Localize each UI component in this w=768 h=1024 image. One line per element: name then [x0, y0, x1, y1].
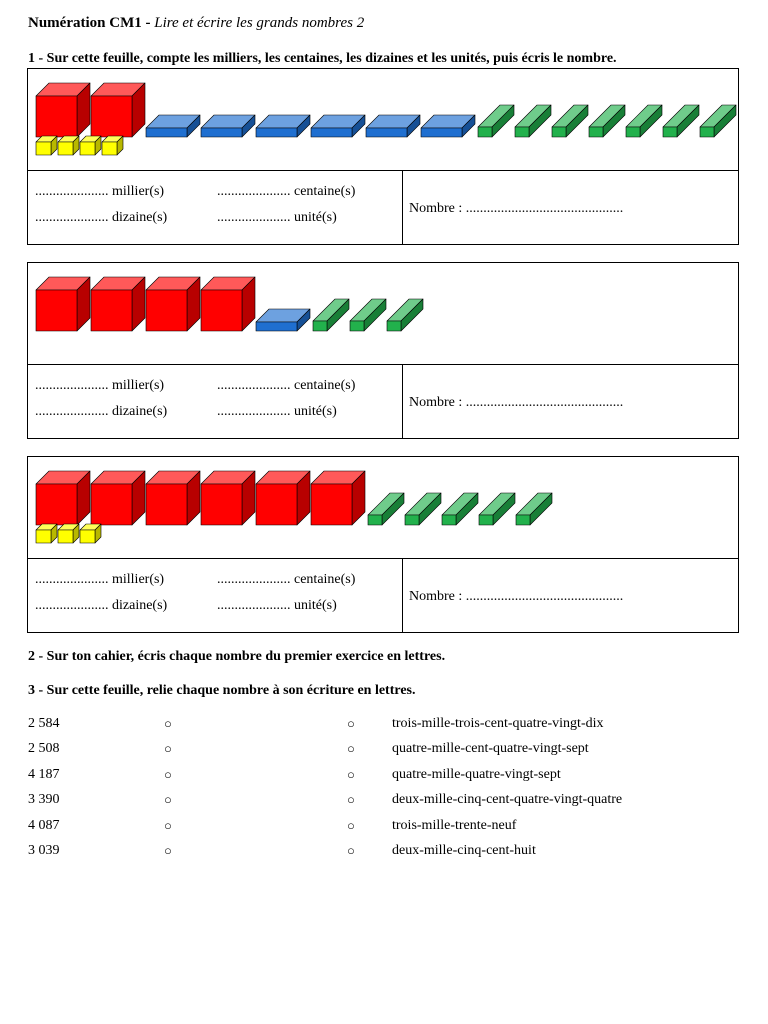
right-connector-dot[interactable]: ○	[347, 716, 355, 731]
ten-rod	[700, 105, 736, 137]
thousand-cube	[311, 471, 365, 525]
hundred-flat	[421, 115, 475, 137]
blocks-area-3	[28, 457, 738, 559]
hundred-flat	[146, 115, 200, 137]
match-words: quatre-mille-quatre-vingt-sept	[392, 767, 561, 782]
ten-rod	[479, 493, 515, 525]
hundred-flat	[256, 309, 310, 331]
tens-blank[interactable]: ..................... dizaine(s)	[35, 404, 168, 419]
ten-rod	[313, 299, 349, 331]
units-blank[interactable]: ..................... unité(s)	[217, 404, 337, 419]
answer-area-3	[28, 559, 738, 632]
left-connector-dot[interactable]: ○	[164, 716, 172, 731]
match-words: trois-mille-trente-neuf	[392, 818, 517, 833]
ten-rod	[478, 105, 514, 137]
right-connector-dot[interactable]: ○	[347, 792, 355, 807]
answer-area-2	[28, 365, 738, 438]
divider	[402, 171, 403, 244]
thousand-cube	[91, 471, 145, 525]
unit-cube	[36, 524, 57, 543]
hundreds-blank[interactable]: ..................... centaine(s)	[217, 572, 356, 587]
ten-rod	[405, 493, 441, 525]
match-words: trois-mille-trois-cent-quatre-vingt-dix	[392, 716, 604, 731]
right-connector-dot[interactable]: ○	[347, 767, 355, 782]
hundred-flat	[311, 115, 365, 137]
hundred-flat	[366, 115, 420, 137]
ten-rod	[663, 105, 699, 137]
ten-rod	[516, 493, 552, 525]
hundred-flat	[256, 115, 310, 137]
hundred-flat	[201, 115, 255, 137]
tens-blank[interactable]: ..................... dizaine(s)	[35, 598, 168, 613]
unit-cube	[80, 136, 101, 155]
base-ten-blocks-2	[28, 263, 738, 364]
divider	[402, 559, 403, 632]
unit-cube	[80, 524, 101, 543]
ten-rod	[442, 493, 478, 525]
title-prefix: Numération CM1 -	[28, 15, 155, 31]
exercise-box-2	[27, 262, 739, 439]
ten-rod	[552, 105, 588, 137]
thousand-cube	[146, 277, 200, 331]
exercise-1-instruction: 1 - Sur cette feuille, compte les milliers, les centaines, les dizaines et les unités, puis écris le nombre.	[28, 51, 617, 66]
number-blank[interactable]: Nombre : .............................................	[409, 589, 624, 604]
unit-cube	[58, 524, 79, 543]
ten-rod	[589, 105, 625, 137]
right-connector-dot[interactable]: ○	[347, 741, 355, 756]
ten-rod	[387, 299, 423, 331]
ten-rod	[626, 105, 662, 137]
unit-cube	[36, 136, 57, 155]
exercise-box-1	[27, 68, 739, 245]
left-connector-dot[interactable]: ○	[164, 792, 172, 807]
thousand-cube	[91, 277, 145, 331]
left-connector-dot[interactable]: ○	[164, 818, 172, 833]
thousand-cube	[146, 471, 200, 525]
page-title	[28, 15, 364, 32]
thousands-blank[interactable]: ..................... millier(s)	[35, 572, 165, 587]
divider	[402, 365, 403, 438]
number-blank[interactable]: Nombre : .............................................	[409, 395, 624, 410]
match-number: 4 187	[28, 767, 60, 782]
unit-cube	[102, 136, 123, 155]
number-blank[interactable]: Nombre : .............................................	[409, 201, 624, 216]
match-number: 3 039	[28, 843, 60, 858]
match-number: 2 508	[28, 741, 60, 756]
answer-area-1	[28, 171, 738, 244]
exercise-2-instruction: 2 - Sur ton cahier, écris chaque nombre du premier exercice en lettres.	[28, 649, 446, 664]
base-ten-blocks-1	[28, 69, 738, 170]
title-subtitle: Lire et écrire les grands nombres 2	[154, 15, 365, 31]
ten-rod	[515, 105, 551, 137]
blocks-area-2	[28, 263, 738, 365]
units-blank[interactable]: ..................... unité(s)	[217, 598, 337, 613]
thousand-cube	[36, 277, 90, 331]
thousands-blank[interactable]: ..................... millier(s)	[35, 378, 165, 393]
match-number: 3 390	[28, 792, 60, 807]
thousand-cube	[36, 471, 90, 525]
ten-rod	[368, 493, 404, 525]
match-words: deux-mille-cinq-cent-quatre-vingt-quatre	[392, 792, 623, 807]
thousand-cube	[91, 83, 145, 137]
left-connector-dot[interactable]: ○	[164, 741, 172, 756]
base-ten-blocks-3	[28, 457, 738, 558]
thousand-cube	[36, 83, 90, 137]
right-connector-dot[interactable]: ○	[347, 843, 355, 858]
thousand-cube	[201, 277, 255, 331]
hundreds-blank[interactable]: ..................... centaine(s)	[217, 184, 356, 199]
match-words: quatre-mille-cent-quatre-vingt-sept	[392, 741, 589, 756]
left-connector-dot[interactable]: ○	[164, 843, 172, 858]
unit-cube	[58, 136, 79, 155]
units-blank[interactable]: ..................... unité(s)	[217, 210, 337, 225]
left-connector-dot[interactable]: ○	[164, 767, 172, 782]
right-connector-dot[interactable]: ○	[347, 818, 355, 833]
exercise-3-instruction: 3 - Sur cette feuille, relie chaque nombre à son écriture en lettres.	[28, 683, 416, 698]
hundreds-blank[interactable]: ..................... centaine(s)	[217, 378, 356, 393]
match-number: 4 087	[28, 818, 60, 833]
blocks-area-1	[28, 69, 738, 171]
match-number: 2 584	[28, 716, 60, 731]
match-words: deux-mille-cinq-cent-huit	[392, 843, 536, 858]
tens-blank[interactable]: ..................... dizaine(s)	[35, 210, 168, 225]
exercise-box-3	[27, 456, 739, 633]
ten-rod	[350, 299, 386, 331]
thousand-cube	[256, 471, 310, 525]
thousands-blank[interactable]: ..................... millier(s)	[35, 184, 165, 199]
thousand-cube	[201, 471, 255, 525]
